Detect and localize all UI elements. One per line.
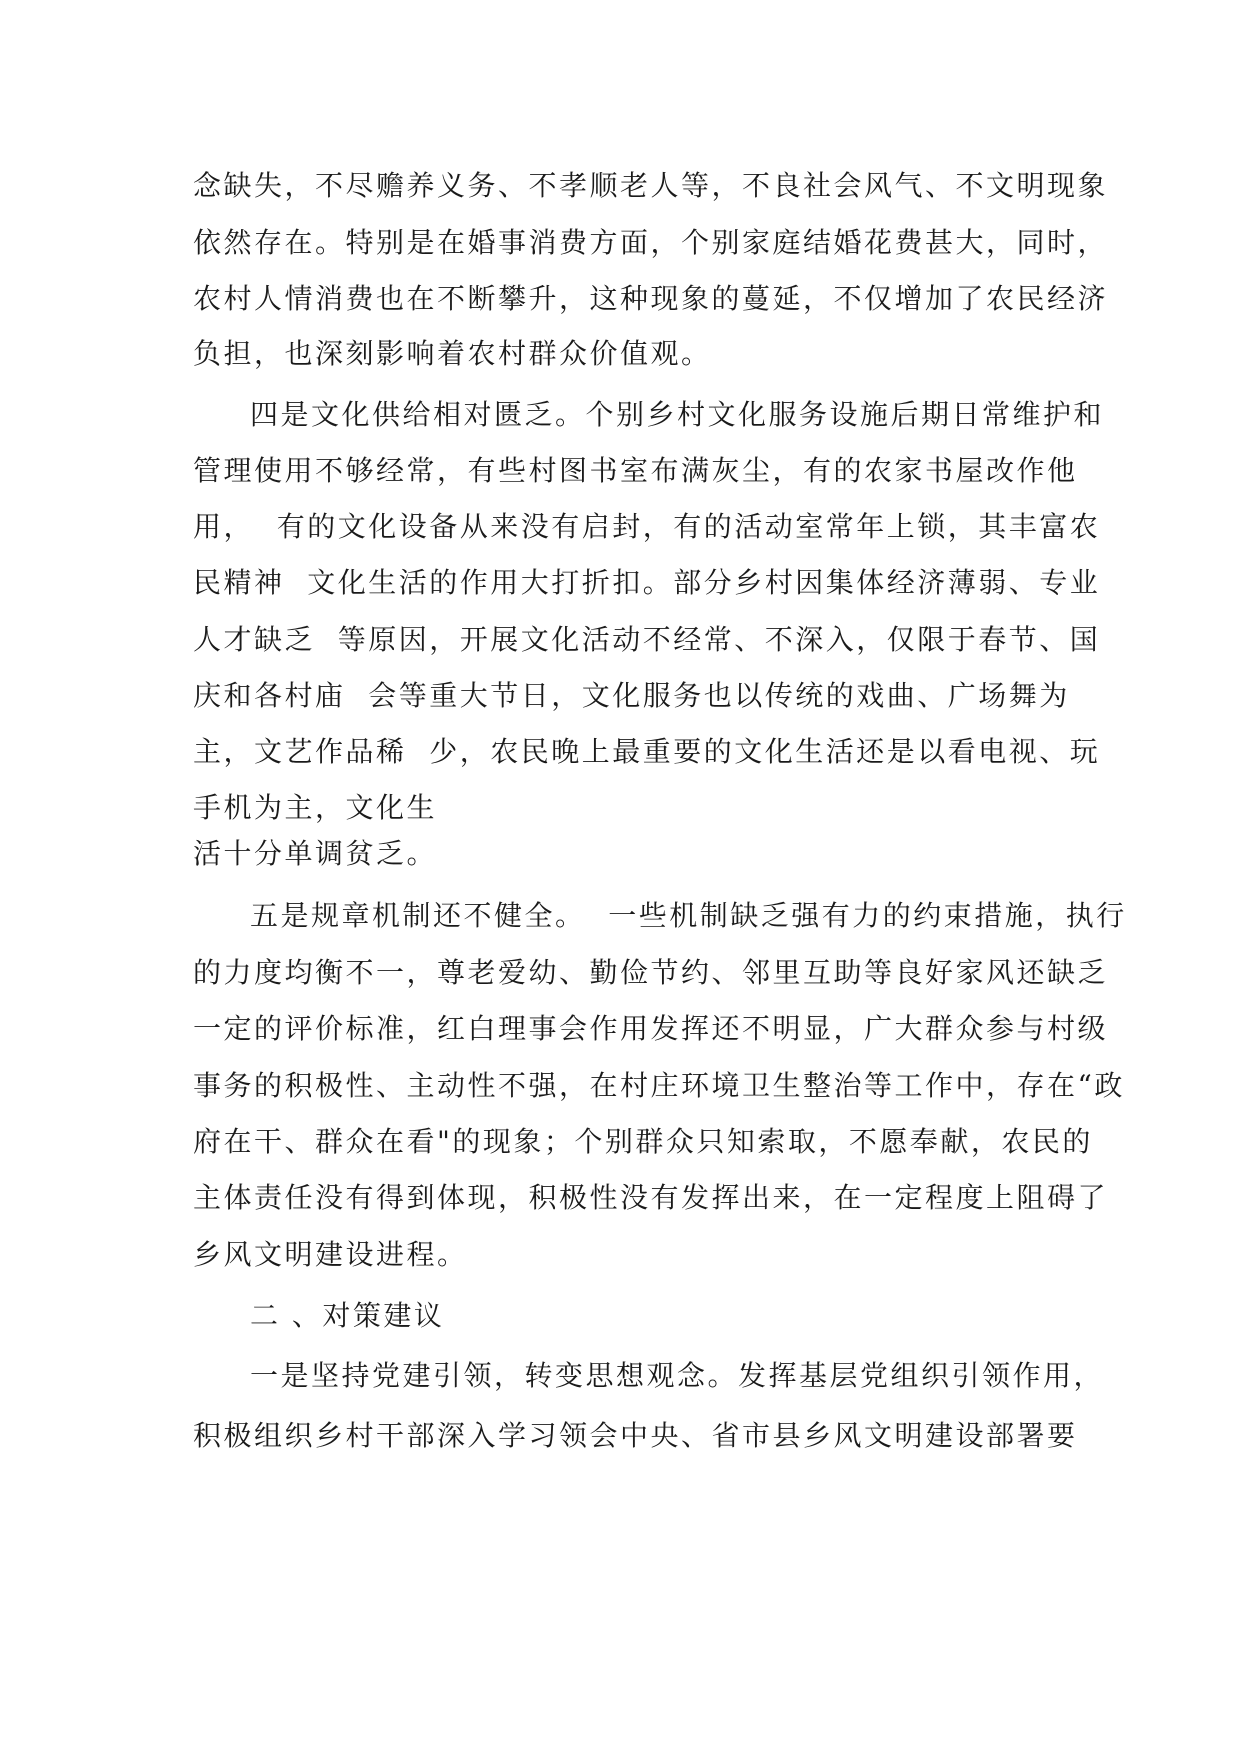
text-line: 人才缺乏 等原因，开展文化活动不经常、不深入，仅限于春节、国: [193, 623, 1101, 656]
text-line: 事务的积极性、主动性不强，在村庄环境卫生整治等工作中，存在“政: [193, 1069, 1125, 1102]
paragraph-first-line: 五是规章机制还不健全。 一些机制缺乏强有力的约束措施，执行: [250, 899, 1127, 932]
paragraph-first-line: 四是文化供给相对匮乏。个别乡村文化服务设施后期日常维护和: [250, 398, 1105, 431]
text-line: 管理使用不够经常，有些村图书室布满灰尘，有的农家书屋改作他: [193, 454, 1078, 487]
text-line: 依然存在。特别是在婚事消费方面，个别家庭结婚花费甚大，同时，: [193, 226, 1109, 259]
text-line: 手机为主，文化生: [193, 791, 438, 824]
text-line: 负担，也深刻影响着农村群众价值观。: [193, 337, 712, 370]
text-line: 主体责任没有得到体现，积极性没有发挥出来，在一定程度上阻碍了: [193, 1181, 1109, 1214]
section-heading: 二 、对策建议: [250, 1299, 445, 1332]
text-line: 积极组织乡村干部深入学习领会中央、省市县乡风文明建设部署要: [193, 1419, 1078, 1452]
paragraph-first-line: 一是坚持党建引领，转变思想观念。发挥基层党组织引领作用，: [250, 1359, 1105, 1392]
text-line: 庆和各村庙 会等重大节日，文化服务也以传统的戏曲、广场舞为: [193, 679, 1070, 712]
text-line: 乡风文明建设进程。: [193, 1238, 468, 1271]
text-line: 的力度均衡不一，尊老爱幼、勤俭节约、邻里互助等良好家风还缺乏: [193, 956, 1109, 989]
text-line: 念缺失，不尽赡养义务、不孝顺老人等，不良社会风气、不文明现象: [193, 169, 1109, 202]
text-line: 民精神 文化生活的作用大打折扣。部分乡村因集体经济薄弱、专业: [193, 566, 1101, 599]
text-line: 用， 有的文化设备从来没有启封，有的活动室常年上锁，其丰富农: [193, 510, 1101, 543]
text-line: 农村人情消费也在不断攀升，这种现象的蔓延，不仅增加了农民经济: [193, 282, 1109, 315]
text-line: 主，文艺作品稀 少，农民晚上最重要的文化生活还是以看电视、玩: [193, 735, 1101, 768]
text-line: 活十分单调贫乏。: [193, 837, 438, 870]
text-line: 一定的评价标准，红白理事会作用发挥还不明显，广大群众参与村级: [193, 1012, 1109, 1045]
text-line: 府在干、群众在看"的现象；个别群众只知索取，不愿奉献，农民的: [193, 1125, 1093, 1158]
